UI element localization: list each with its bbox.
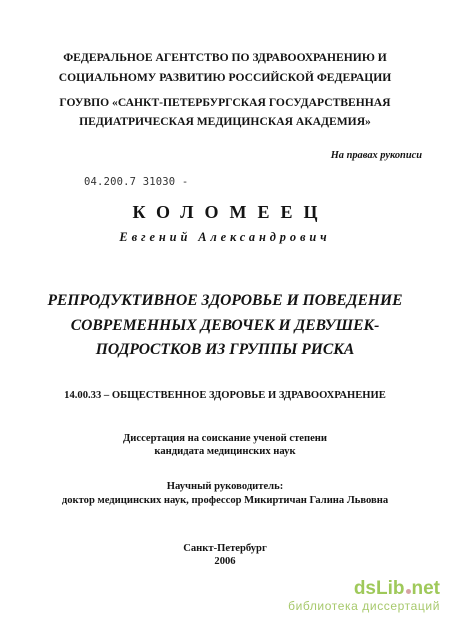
dslib-logo (288, 579, 440, 599)
watermark-subtitle: библиотека диссертаций (288, 599, 440, 613)
logo-text-right: net (411, 578, 440, 599)
city: Санкт-Петербург (183, 543, 267, 554)
title-line-1: РЕПРОДУКТИВНОЕ ЗДОРОВЬЕ И ПОВЕДЕНИЕ (47, 292, 403, 309)
dissertation-degree-line-2: кандидата медицинских наук (154, 446, 296, 457)
title-line-3: ПОДРОСТКОВ ИЗ ГРУППЫ РИСКА (95, 341, 355, 358)
title-line-2: СОВРЕМЕННЫХ ДЕВОЧЕК И ДЕВУШЕК- (70, 317, 380, 334)
logo-dot-icon (406, 589, 411, 594)
library-stamp-number: 04.200.7 31030 - (84, 176, 189, 188)
dissertation-degree-line-1: Диссертация на соискание ученой степени (123, 433, 327, 444)
dslib-watermark (288, 579, 440, 613)
agency-line-1: ФЕДЕРАЛЬНОЕ АГЕНТСТВО ПО ЗДРАВООХРАНЕНИЮ И (63, 51, 387, 64)
supervisor-label: Научный руководитель: (166, 481, 284, 492)
specialty-code: 14.00.33 – ОБЩЕСТВЕННОЕ ЗДОРОВЬЕ И ЗДРАВООХРАНЕНИЕ (64, 390, 386, 401)
author-given-names: Евгений Александрович (119, 230, 331, 244)
institution-line-1: ГОУВПО «САНКТ-ПЕТЕРБУРГСКАЯ ГОСУДАРСТВЕННАЯ (59, 96, 391, 109)
year: 2006 (214, 556, 236, 567)
supervisor-name: доктор медицинских наук, профессор Микиртичан Галина Львовна (61, 495, 389, 506)
logo-text-left: dsLib (353, 578, 405, 599)
rights-note: На правах рукописи (330, 150, 422, 161)
institution-line-2: ПЕДИАТРИЧЕСКАЯ МЕДИЦИНСКАЯ АКАДЕМИЯ» (79, 115, 371, 128)
agency-line-2: СОЦИАЛЬНОМУ РАЗВИТИЮ РОССИЙСКОЙ ФЕДЕРАЦИИ (58, 71, 392, 84)
author-surname: КОЛОМЕЕЦ (132, 202, 329, 222)
